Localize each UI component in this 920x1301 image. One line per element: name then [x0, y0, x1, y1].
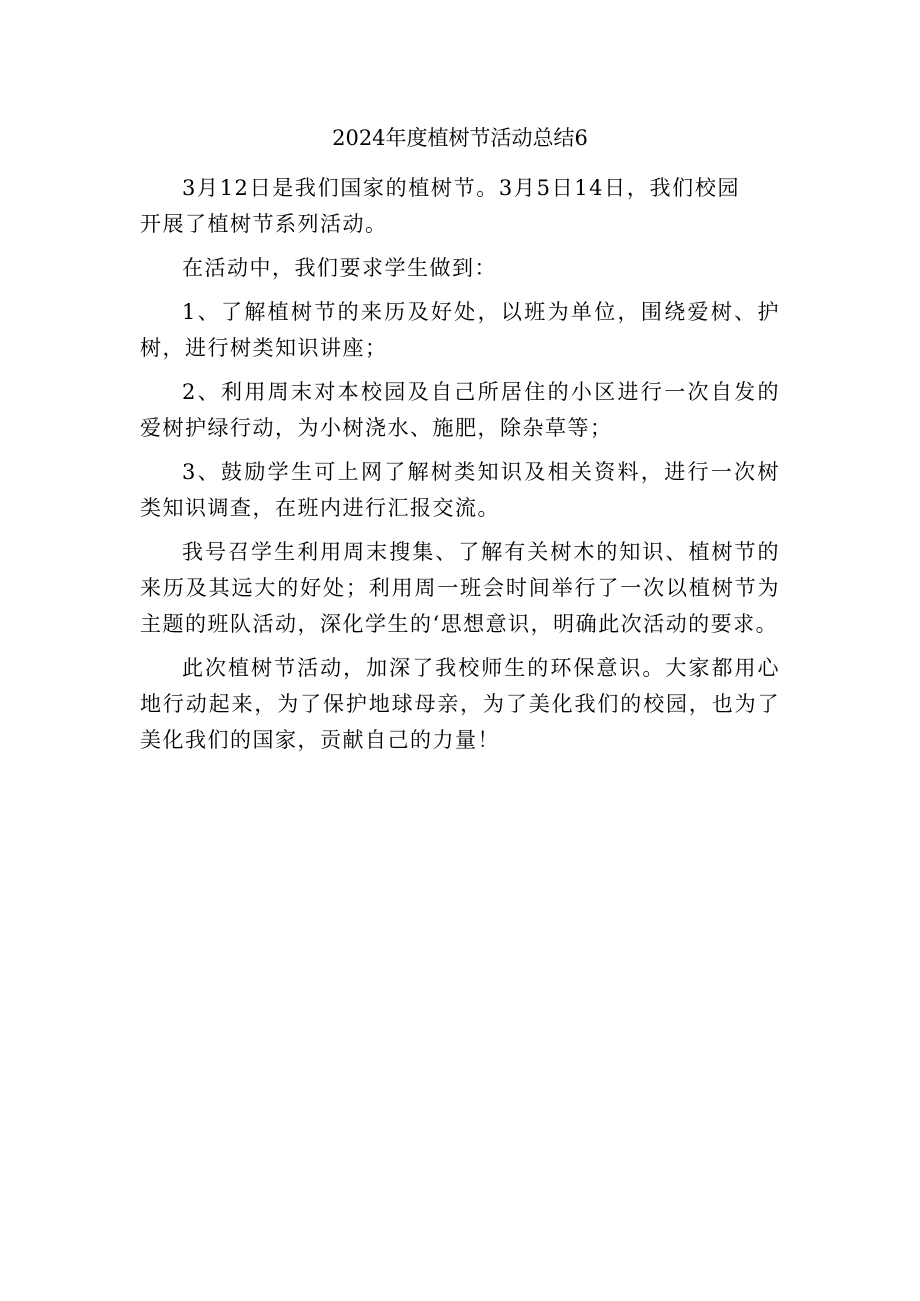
paragraph-item-3: 3、鼓励学生可上网了解树类知识及相关资料，进行一次树类知识调查，在班内进行汇报交流。 — [140, 460, 780, 520]
document-body — [140, 170, 780, 766]
paragraph-item-1: 1、了解植树节的来历及好处，以班为单位，围绕爱树、护树，进行树类知识讲座； — [140, 300, 780, 360]
paragraph-activity: 我号召学生利用周末搜集、了解有关树木的知识、植树节的来历及其远大的好处；利用周一班会时间举行了一次以植树节为主题的班队活动，深化学生的‘思想意识，明确此次活动的要求。 — [140, 540, 780, 636]
paragraph-requirements-intro: 在活动中，我们要求学生做到： — [182, 256, 497, 280]
document-title: 2024年度植树节活动总结6 — [332, 126, 588, 150]
paragraph-item-2: 2、利用周末对本校园及自己所居住的小区进行一次自发的爱树护绿行动，为小树浇水、施肥，除杂草等； — [140, 380, 780, 440]
paragraph-conclusion: 此次植树节活动，加深了我校师生的环保意识。大家都用心地行动起来，为了保护地球母亲，为了美化我们的校园，也为了美化我们的国家，贡献自己的力量！ — [140, 656, 780, 752]
paragraph-intro: 3月12日是我们国家的植树节。3月5日14日，我们校园开展了植树节系列活动。 — [140, 176, 740, 236]
